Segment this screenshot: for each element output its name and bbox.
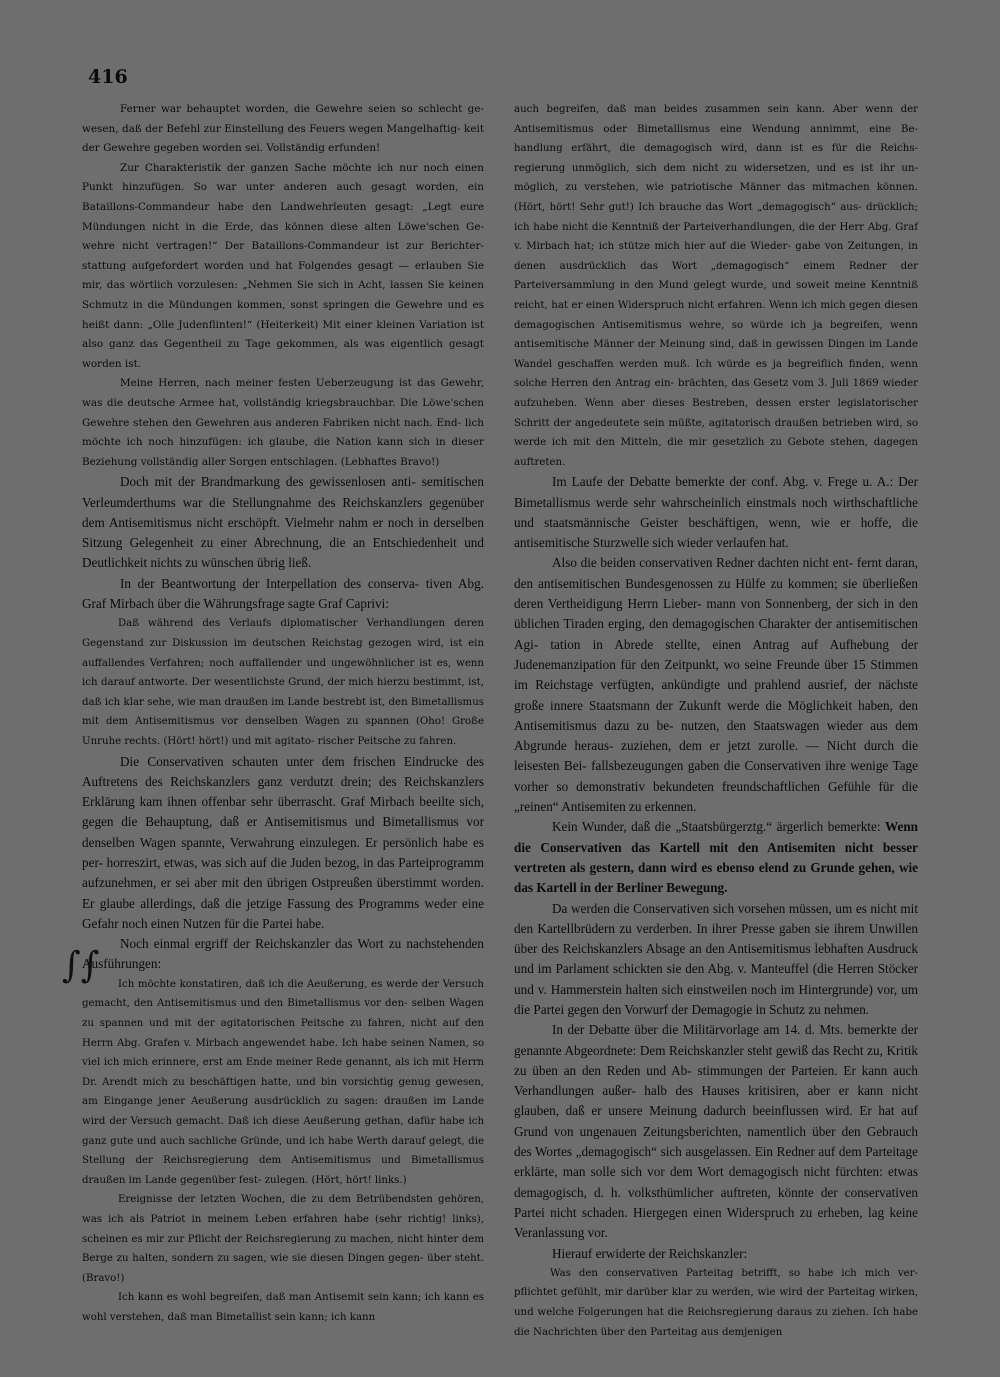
bold-quote: Wenn die Conservativen das Kartell mit den Antisemiten nicht besser vertreten als gestern, dann wird es ebenso elend zu Grunde gehen, wie das Kartell in der Berliner Bewegung. [514, 819, 918, 896]
right-column [514, 100, 918, 1342]
paragraph: Noch einmal ergriff der Reichskanzler das Wort zu nachstehenden Ausführungen: [82, 936, 484, 972]
paragraph [514, 817, 918, 898]
paragraph: Hierauf erwiderte der Reichskanzler: [552, 1245, 748, 1261]
quoted-speech: Ereignisse der letzten Wochen, die zu dem Betrübendsten gehören, was ich als Patriot in meinem Leben erfahren habe (sehr richtig! links), scheinen es mir zur Pflicht der Reichsregierung zu machen, nicht hinter dem Berge zu halten, sondern zu sagen, wie sie diesen Dingen gegen- über steht. (Bravo!) [82, 1194, 484, 1284]
quoted-speech: Was den conservativen Parteitag betrifft, so habe ich mich ver- pflichtet gefühlt, mir darüber klar zu werden, wie wird der Parteitag wirken, und welche Folgerungen hat die Reichsregierung daraus zu ziehen. Ich habe die Nachrichten über den Parteitag aus demjenigen [514, 1267, 918, 1338]
quoted-speech: Ich kann es wohl begreifen, daß man Antisemit sein kann; ich kann es wohl verstehen, daß man Bimetallist sein kann; ich kann [82, 1292, 484, 1323]
paragraph-text: Kein Wunder, daß die „Staatsbürgerztg.“ ärgerlich bemerkte: [552, 819, 881, 835]
paragraph: In der Debatte über die Militärvorlage am 14. d. Mts. bemerkte der genannte Abgeordnete: Dem Reichskanzler steht gewiß das Recht zu, Kritik zu üben an den Reden und Ab- stimmungen der Parteien. Er kann auch Verhandlungen außer- halb des Hauses kritisiren, aber er kann nicht glauben, daß er unsere Meinung dadurch beeinflussen wird. Er hat auf Grund von ungenauen Zeitungsberichten, namentlich über den Gebrauch des Wortes „demagogisch“ sich ausgelassen. Ein Redner auf dem Parteitage erklärte, man solle sich vor dem Wort demagogisch nicht fürchten: etwas demagogisch, d. h. volksthümlicher auftreten, könnte der conservativen Partei nicht schaden. Hiergegen einen Widerspruch zu erheben, lag keine Veranlassung vor. [514, 1022, 918, 1241]
quoted-speech: Ich möchte konstatiren, daß ich die Aeußerung, es werde der Versuch gemacht, den Antisemitismus und den Bimetallismus vor den- selben Wagen zu spannen und mit der agitatorischen Peitsche zu fahren, nicht auf den Herrn Abg. Grafen v. Mirbach angewendet habe. Ich habe seinen Namen, so viel ich mich erinnere, erst am Ende meiner Rede genannt, als ich mit Herrn Dr. Arendt mich zu beschäftigen hatte, und bin vorsichtig genug gewesen, am Eingange jener Aeußerung ausdrücklich zu sagen: draußen im Lande wird der Versuch gemacht. Daß ich diese Aeußerung gethan, dafür habe ich ganz gute und auch sachliche Gründe, und ich habe Werth darauf gelegt, die Stellung der Reichsregierung dem Antisemitismus und Bimetallismus draußen im Lande gegenüber fest- zulegen. (Hört, hört! links.) [82, 978, 484, 1186]
paragraph: Also die beiden conservativen Redner dachten nicht ent- fernt daran, den antisemitischen Bundesgenossen zu Hülfe zu kommen; sie überließen deren Vertheidigung Herrn Lieber- mann von Sonnenberg, der sich in den üblichen Tiraden erging, den demagogischen Charakter der antisemitischen Agi- tation in Abrede stellte, einen Antrag auf Aufhebung der Judenemanzipation für den Zeitpunkt, wo seine Freunde über 15 Stimmen im Reichstage verfügten, ankündigte und prahlend ausrief, der nächste große innere Staatsmann der Zukunft werde die Möglichkeit haben, den Antisemitismus dazu zu be- nutzen, den Staatswagen wieder aus dem Abgrunde heraus- zuziehen, dem er jetzt zurolle. — Nicht durch die leisesten Bei- fallsbezeugungen gaben die Conservativen ihre wenige Tage vorher so demonstrativ bekundeten freundschaftlichen Gefühle für die „reinen“ Antisemiten zu erkennen. [514, 555, 918, 815]
page-number: 416 [88, 66, 128, 88]
paragraph: Ferner war behauptet worden, die Gewehre seien so schlecht ge- wesen, daß der Befehl zur Einstellung des Feuers wegen Mangelhaftig- keit der Gewehre gegeben worden sei. Vollständig erfunden! [82, 103, 484, 155]
paragraph: In der Beantwortung der Interpellation des conserva- tiven Abg. Graf Mirbach über die Währungsfrage sagte Graf Caprivi: [82, 575, 484, 612]
left-column [82, 100, 484, 1327]
margin-mark: ∫∫ [62, 945, 100, 986]
paragraph: Zur Charakteristik der ganzen Sache möchte ich nur noch einen Punkt hinzufügen. So war unter anderen auch gesagt worden, ein Bataillons-Commandeur habe den Landwehrleuten gesagt: „Legt eure Mündungen nicht in die Erde, das können diese alten Löwe'schen Ge- wehre nicht vertragen!“ Der Bataillons-Commandeur ist zur Berichter- stattung aufgefordert worden und hat Folgendes gesagt — erlauben Sie mir, das wörtlich vorzulesen: „Nehmen Sie sich in Acht, lassen Sie keinen Schmutz in die Mündungen kommen, sonst springen die Gewehre und es heißt dann: „Olle Judenflinten!“ (Heiterkeit) Mit einer kleinen Variation ist also ganz das Gegentheil zu Tage gekommen, als was eigentlich gesagt worden ist. [82, 161, 484, 370]
quoted-speech: auch begreifen, daß man beides zusammen sein kann. Aber wenn der Antisemitismus oder Bimetallismus eine Wendung annimmt, eine Be- handlung erfährt, die demagogisch wird, dann ist es für die Reichs- regierung unmöglich, sich dem nicht zu widersetzen, und es ist ihr un- möglich, zu verstehen, wie patriotische Männer das mitmachen können. (Hört, hört! Sehr gut!) Ich brauche das Wort „demagogisch“ aus- drücklich; ich habe nicht die Kenntniß der Parteiverhandlungen, die der Herr Abg. Graf v. Mirbach hat; ich stütze mich hier auf die Wieder- gabe von Zeitungen, in denen ausdrücklich das Wort „demagogisch“ einem Redner der Parteiversammlung in den Mund gelegt wurde, und soweit meine Kenntniß reicht, hat er einen Widerspruch nicht erfahren. Wenn ich mich gegen diesen demagogischen Antisemitismus wehre, so würde ich ja begreifen, wenn antisemitische Männer der Meinung sind, daß in gewissen Dingen im Lande Wandel geschaffen werden muß. Ich würde es ja begreiflich finden, wenn solche Herren den Antrag ein- brächten, das Gesetz vom 3. Juli 1869 wieder aufzuheben. Wenn aber dieses Bestreben, dessen erster legislatorischer Schritt der angedeutete sein müßte, agitatorisch draußen betrieben wird, so werde ich mit den Mitteln, die mir gesetzlich zu Gebote stehen, dagegen auftreten. [514, 104, 918, 468]
paragraph: Im Laufe der Debatte bemerkte der conf. Abg. v. Frege u. A.: Der Bimetallismus werde sehr wahrscheinlich einstmals noch wirthschaftliche und staatsmännische Geister beschäftigen, wenn, wie er hoffe, die antisemitische Sturzwelle sich wieder verlaufen hat. [514, 474, 918, 551]
paragraph: Die Conservativen schauten unter dem frischen Eindrucke des Auftretens des Reichskanzlers ganz verdutzt drein; des Reichskanzlers Erklärung kam ihnen offenbar sehr überrascht. Graf Mirbach beeilte sich, gegen die Behauptung, daß er Antisemitismus und Bimetallismus vor denselben Wagen spannte, Verwahrung einzulegen. Er persönlich habe es per- horreszirt, etwas, was sich auf die Juden bezog, in das Parteiprogramm aufzunehmen, er sei aber mit den übrigen Ostpreußen überstimmt worden. Er glaube allerdings, daß die jetzige Fassung des Programms weder eine Gefahr noch einen Nutzen für die Partei habe. [82, 753, 484, 931]
paragraph: Doch mit der Brandmarkung des gewissenlosen anti- semitischen Verleumderthums war die Stellungnahme des Reichskanzlers gegenüber dem Antisemitismus nicht erschöpft. Vielmehr nahm er noch in derselben Sitzung Gelegenheit zu einer Abrechnung, die an Entschiedenheit und Deutlichkeit nichts zu wünschen übrig ließ. [82, 474, 484, 571]
quoted-speech: Daß während des Verlaufs diplomatischer Verhandlungen deren Gegenstand zur Diskussion im deutschen Reichstag gezogen wird, ist ein auffallendes Verfahren; noch auffallender und ungewöhnlicher ist es, wenn ich darauf antworte. Der wesentlichste Grund, der mich hierzu bestimmt, ist, daß ich klar sehe, wie man draußen im Lande bestrebt ist, den Bimetallismus mit dem Antisemitismus vor denselben Wagen zu spannen (Oho! Große Unruhe rechts. (Hört! hört!) und mit agitato- rischer Peitsche zu fahren. [82, 618, 484, 747]
paragraph: Da werden die Conservativen sich vorsehen müssen, um es nicht mit den Kartellbrüdern zu verderben. In ihrer Presse gaben sie ihrem Unwillen über des Reichskanzlers Absage an den Antisemitismus lebhaften Ausdruck und im Parlament schickten sie den Abg. v. Manteuffel (die Herren Stöcker und v. Hammerstein halten sich einstweilen noch im Hintergrunde) vor, um die Partei gegen den Vorwurf der Demagogie in Schutz zu nehmen. [514, 900, 918, 1017]
paragraph: Meine Herren, nach meiner festen Ueberzeugung ist das Gewehr, was die deutsche Armee hat, vollständig kriegsbrauchbar. Die Löwe'schen Gewehre stehen den Gewehren aus anderen Fabriken nicht nach. End- lich möchte ich noch hinzufügen: ich glaube, die Nation kann sich in dieser Beziehung vollständig aller Sorgen entschlagen. (Lebhaftes Bravo!) [82, 377, 484, 468]
